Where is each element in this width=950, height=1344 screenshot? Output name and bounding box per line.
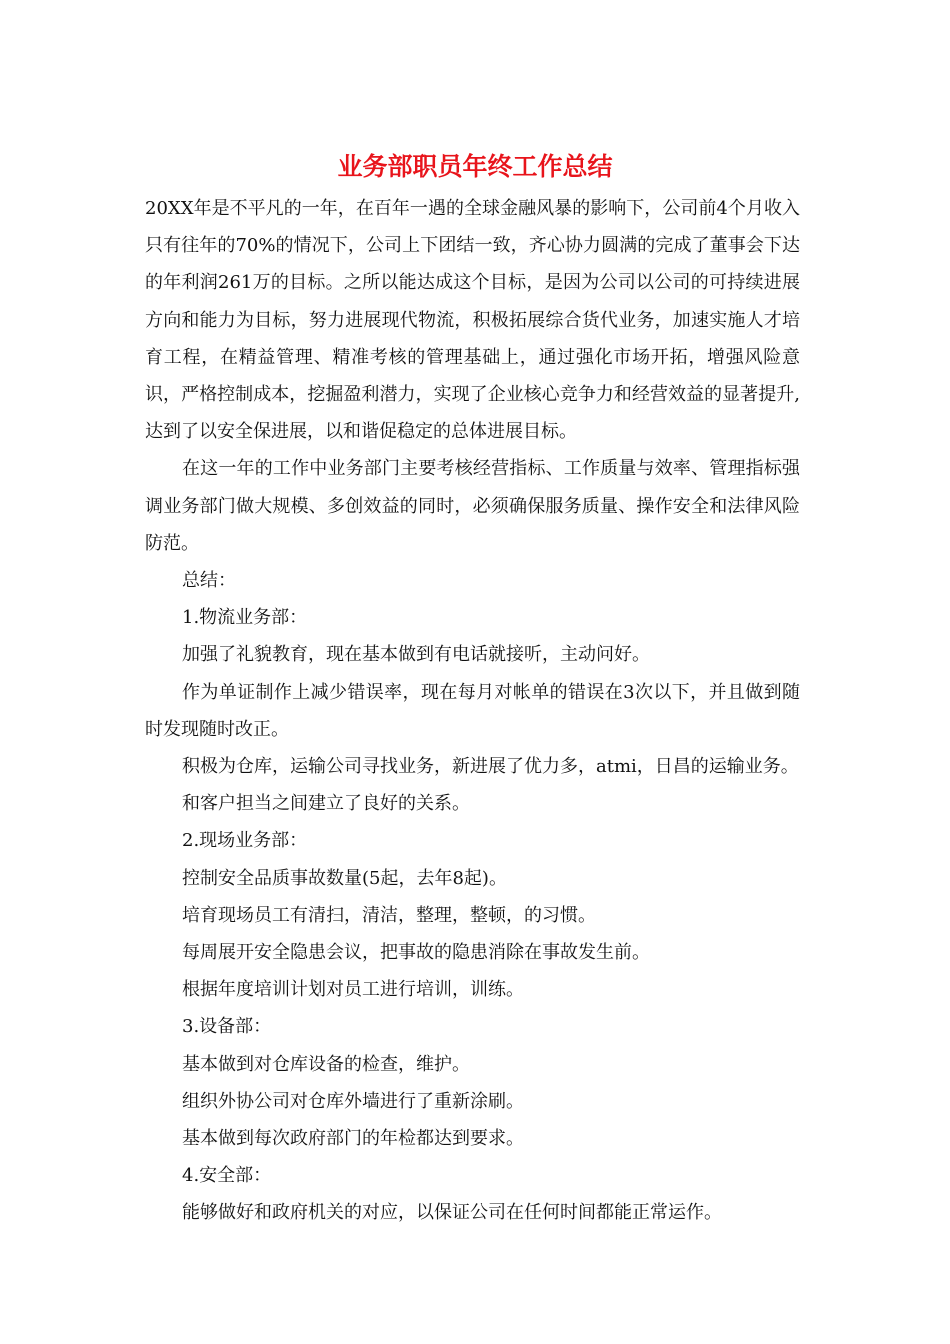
list-item: 和客户担当之间建立了良好的关系。 (182, 793, 470, 815)
list-item: 每周展开安全隐患会议，把事故的隐患消除在事故发生前。 (182, 942, 650, 964)
paragraph-intro: 20XX年是不平凡的一年，在百年一遇的全球金融风暴的影响下，公司前4个月收入只有往年的70%的情况下，公司上下团结一致，齐心协力圆满的完成了董事会下达的年利润261万的目标。之所以能达成这个目标，是因为公司以公司的可持续进展方向和能力为目标，努力进展现代物流，积极拓展综合货代业务，加速实施人才培育工程，在精益管理、精准考核的管理基础上，通过强化市场开拓，增强风险意识，严格控制成本，挖掘盈利潜力，实现了企业核心竞争力和经营效益的显著提升,达到了以安全保进展，以和谐促稳定的总体进展目标。 (145, 198, 800, 443)
list-item: 培育现场员工有清扫，清洁，整理，整顿，的习惯。 (182, 904, 596, 926)
section-heading-safety: 4.安全部： (182, 1165, 272, 1187)
list-item: 积极为仓库，运输公司寻找业务，新进展了优力多，atmi，日昌的运输业务。 (182, 756, 799, 778)
list-item: 组织外协公司对仓库外墙进行了重新涂刷。 (182, 1090, 524, 1112)
list-item: 基本做到对仓库设备的检查，维护。 (182, 1053, 470, 1075)
paragraph-work-focus: 在这一年的工作中业务部门主要考核经营指标、工作质量与效率、管理指标强调业务部门做大规模、多创效益的同时，必须确保服务质量、操作安全和法律风险防范。 (145, 458, 800, 554)
list-item: 加强了礼貌教育，现在基本做到有电话就接听，主动问好。 (182, 644, 650, 666)
document-body (145, 190, 800, 1232)
section-heading-equipment: 3.设备部： (182, 1016, 272, 1038)
section-heading-onsite: 2.现场业务部： (182, 830, 308, 852)
list-item: 控制安全品质事故数量(5起，去年8起)。 (182, 867, 507, 889)
list-item: 基本做到每次政府部门的年检都达到要求。 (182, 1128, 524, 1150)
document-title: 业务部职员年终工作总结 (337, 152, 613, 181)
list-item: 能够做好和政府机关的对应，以保证公司在任何时间都能正常运作。 (182, 1202, 722, 1224)
list-item: 根据年度培训计划对员工进行培训，训练。 (182, 979, 524, 1001)
list-item: 作为单证制作上减少错误率，现在每月对帐单的错误在3次以下，并且做到随时发现随时改正。 (145, 681, 800, 740)
paragraph-summary-label: 总结： (182, 570, 236, 592)
section-heading-logistics: 1.物流业务部： (182, 607, 308, 629)
